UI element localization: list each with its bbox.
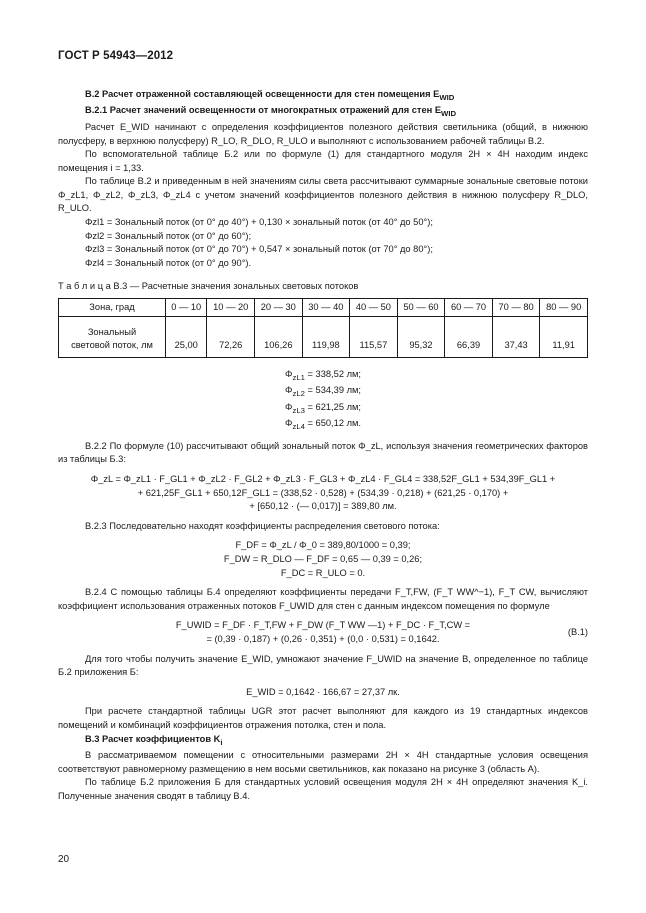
paragraph-b22: В.2.2 По формуле (10) рассчитывают общий зональный поток Φ_zL, используя значения геометрических факторов из таблицы Б.3: xyxy=(58,440,588,465)
section-b21-title: В.2.1 Расчет значений освещенности от многократных отражений для стен $E_{WID}$ xyxy=(85,105,457,119)
paragraph-ewid-intro: Расчет E_WID начинают с определения коэффициентов полезного действия светильника (общий, в нижнюю полусферу, в верхнюю полусферу) R_LO, R_DLO, R_ULO и выполняют с использованием рабочей таблицы В.2. xyxy=(58,121,588,146)
paragraph-b23: В.2.3 Последовательно находят коэффициенты распределения светового потока: xyxy=(85,520,440,531)
table-cell: 50 — 60 xyxy=(397,299,445,317)
table-cell: 20 — 30 xyxy=(255,299,303,317)
equation: F_UWID = F_DF · F_T,FW + F_DW (F_T WW —1) + F_DC · F_T,CW = xyxy=(175,620,471,631)
paragraph-b3-1: В рассматриваемом помещении с относительными размерами 2H × 4H стандартные условия освещения соответствуют равномерному размещению в нем восьми светильников, как показано на рисунке 3 (область А). xyxy=(58,749,588,774)
document-body xyxy=(58,88,588,803)
table-cell: 37,43 xyxy=(492,317,540,358)
table-cell: Зональный световой поток, лм xyxy=(59,317,166,358)
table-cell: 106,26 xyxy=(255,317,303,358)
table-cell: 40 — 50 xyxy=(350,299,398,317)
equation: F_DF = Φ_zL / Φ_0 = 389,80/1000 = 0,39; xyxy=(235,540,411,551)
table-cell: 72,26 xyxy=(207,317,255,358)
equation: F_DC = R_ULO = 0. xyxy=(280,567,366,578)
list-item: Φzl3 = Зональный поток (от 0° до 70°) + 0,547 × зональный поток (от 70° до 80°); xyxy=(85,244,433,255)
equation: $\Phi_{zL2} = 534,39$ лм; xyxy=(285,385,361,399)
table-cell: 11,91 xyxy=(540,317,588,358)
paragraph-ewid: Для того чтобы получить значение E_WID, умножают значение F_UWID на значение B, определенное по таблице Б.2 приложения Б: xyxy=(58,653,588,678)
table-cell: Зона, град xyxy=(59,299,166,317)
table-cell: 66,39 xyxy=(445,317,493,358)
table-cell: 0 — 10 xyxy=(166,299,207,317)
table-cell: 70 — 80 xyxy=(492,299,540,317)
paragraph-zonal-flux: По таблице В.2 и приведенным в ней значениям силы света рассчитывают суммарные зональные световые потоки Φ_zL1, Φ_zL2, Φ_zL3, Φ_zL4 с учетом значений коэффициентов полезного действия в нижнюю полусферу R_DLO, R_ULO. xyxy=(58,176,588,214)
equation: $\Phi_{zL3} = 621,25$ лм; xyxy=(285,401,361,415)
paragraph-ugr: При расчете стандартной таблицы UGR этот расчет выполняют для каждого из 19 стандартных индексов помещений и комбинаций коэффициентов отражения потолка, стен и пола. xyxy=(58,706,588,730)
equation: F_DW = R_DLO — F_DF = 0,65 — 0,39 = 0,26; xyxy=(223,554,423,564)
table-cell: 95,32 xyxy=(397,317,445,358)
equation: + 621,25F_GL1 + 650,12F_GL1 = (338,52 · 0,528) + (534,39 · 0,218) + (621,25 · 0,170) + xyxy=(137,487,509,498)
table-cell: 60 — 70 xyxy=(445,299,493,317)
phi-results xyxy=(58,368,588,434)
table-cell: 30 — 40 xyxy=(302,299,350,317)
section-b2-title: В.2 Расчет отраженной составляющей освещенности для стен помещения $E_{WID}$ xyxy=(85,89,455,102)
flux-list xyxy=(58,216,588,270)
table-cell: 10 — 20 xyxy=(207,299,255,317)
table-cell: 119,98 xyxy=(302,317,350,358)
equation: = (0,39 · 0,187) + (0,26 · 0,351) + (0,0 · 0,531) = 0,1642. xyxy=(206,633,440,644)
paragraph-room-index: По вспомогательной таблице Б.2 или по формуле (1) для стандартного модуля 2H × 4H находим индекс помещения i = 1,33. xyxy=(58,149,588,173)
table-caption: Т а б л и ц а В.3 — Расчетные значения зональных световых потоков xyxy=(58,281,359,292)
list-item: Φzl4 = Зональный поток (от 0° до 90°). xyxy=(85,257,252,268)
list-item: Φzl1 = Зональный поток (от 0° до 40°) + 0,130 × зональный поток (от 40° до 50°); xyxy=(85,217,433,228)
paragraph-b3-2: По таблице Б.2 приложения Б для стандартных условий освещения модуля 2H × 4H определяют значения K_i. Полученные значения сводят в таблицу В.4. xyxy=(58,777,588,801)
equation: $\Phi_{zL4} = 650,12$ лм. xyxy=(285,418,361,432)
table-row xyxy=(59,299,588,317)
document-header: ГОСТ Р 54943—2012 xyxy=(58,50,174,62)
list-item: Φzl2 = Зональный поток (от 0° до 60°); xyxy=(85,230,252,241)
equation: + [650,12 · (— 0,017)] = 389,80 лм. xyxy=(249,501,397,512)
equation: E_WID = 0,1642 · 166,67 = 27,37 лк. xyxy=(246,686,400,697)
equation-b1 xyxy=(58,619,588,646)
page-number: 20 xyxy=(58,854,70,865)
equation: Φ_zL = Φ_zL1 · F_GL1 + Φ_zL2 · F_GL2 + Φ_zL3 · F_GL3 + Φ_zL4 · F_GL4 = 338,52F_GL1 + 534,39F_GL1 + xyxy=(90,474,556,485)
equation: $\Phi_{zL1} = 338,52$ лм; xyxy=(285,369,361,382)
table-cell: 25,00 xyxy=(166,317,207,358)
zonal-flux-table xyxy=(58,298,588,358)
table-cell: 115,57 xyxy=(350,317,398,358)
table-row xyxy=(59,317,588,358)
table-cell: 80 — 90 xyxy=(540,299,588,317)
paragraph-b24: В.2.4 С помощью таблицы Б.4 определяют коэффициенты передачи F_T,FW, (F_T WW^−1), F_T CW, вычисляют коэффициент использования отраженных потоков F_UWID для стен с данным индексом помещения по формуле xyxy=(58,587,588,611)
section-b3-title: В.3 Расчет коэффициентов $K_i$ xyxy=(85,733,223,747)
equation-number: (В.1) xyxy=(567,627,588,638)
